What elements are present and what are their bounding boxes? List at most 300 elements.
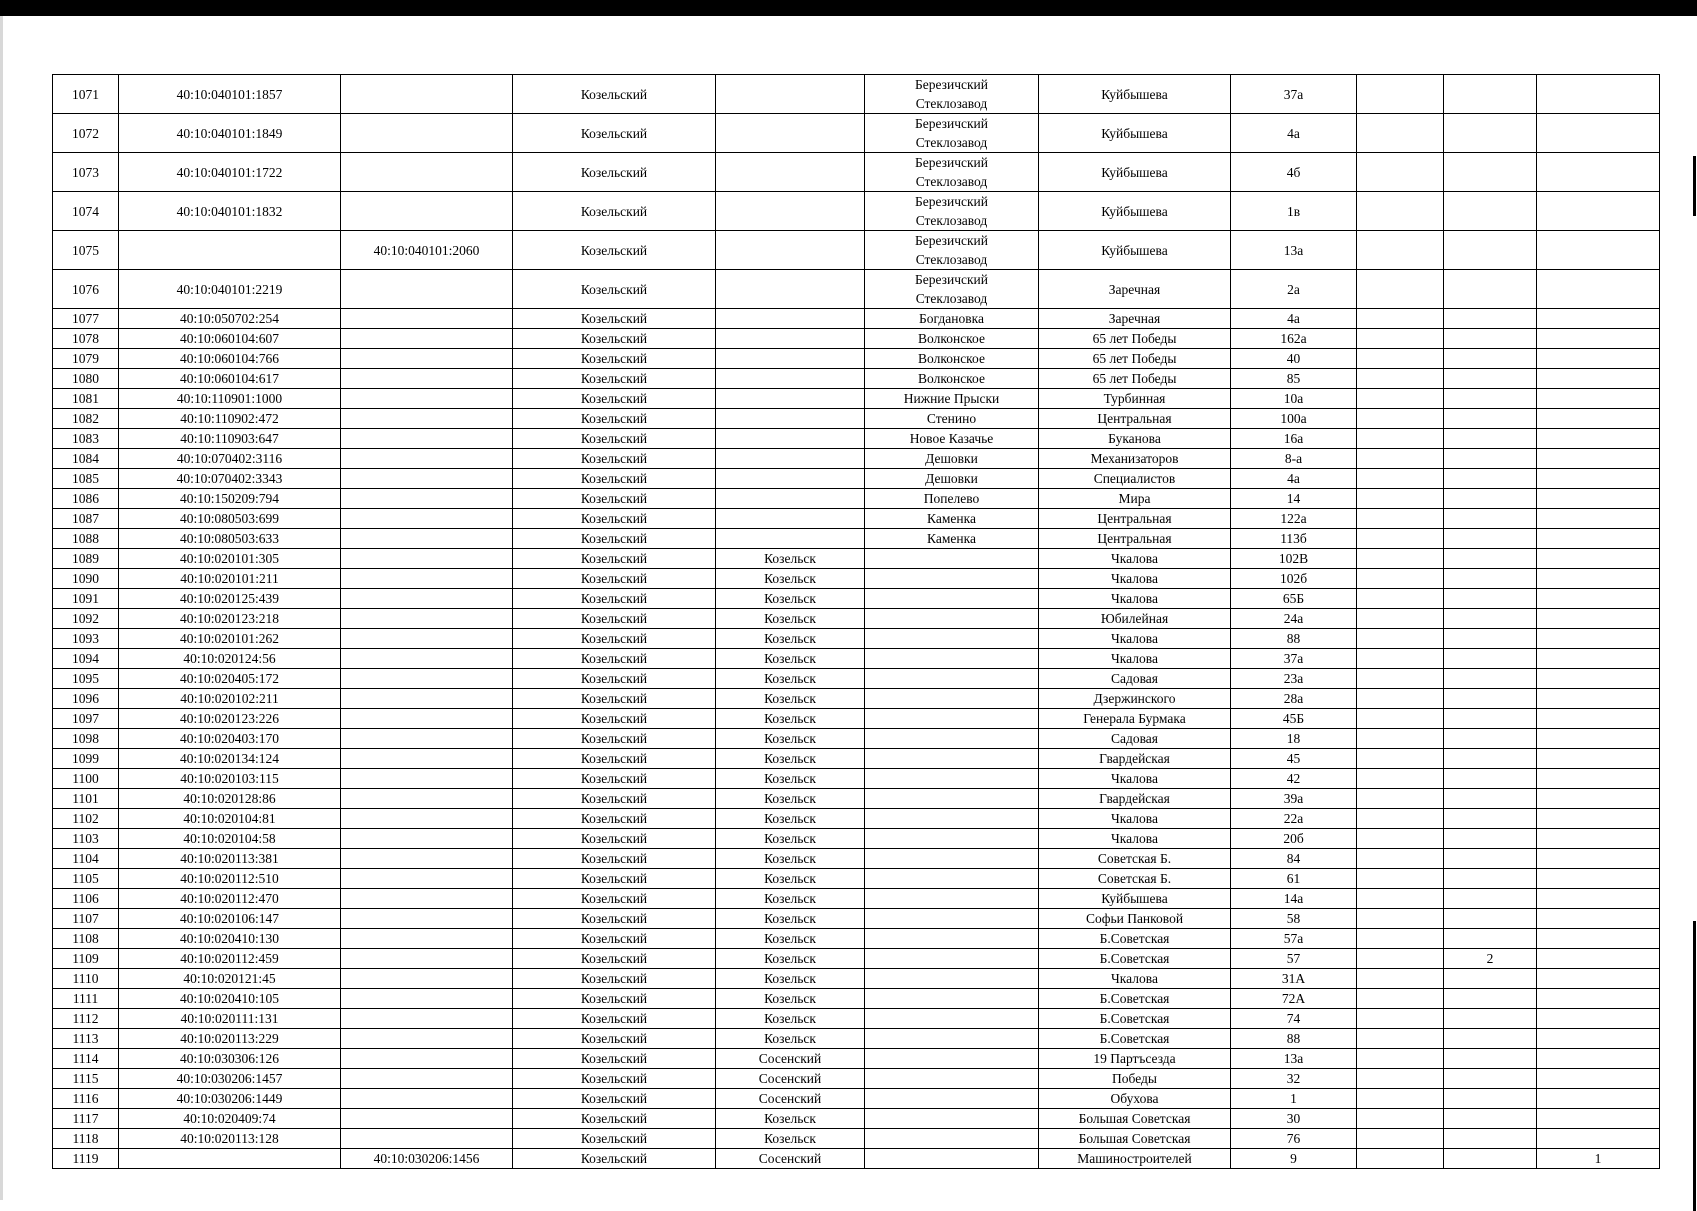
table-row (53, 669, 1660, 689)
extra-cell-12 (1537, 889, 1660, 909)
house-number-cell: 100а (1231, 409, 1357, 429)
row-number-cell: 1083 (53, 429, 119, 449)
table-body (53, 75, 1660, 1169)
row-number-cell: 1072 (53, 114, 119, 153)
alt-cadastral-number-cell (341, 1049, 513, 1069)
row-number-cell: 1094 (53, 649, 119, 669)
extra-cell-10 (1357, 329, 1444, 349)
district-cell: Козельский (513, 809, 716, 829)
settlement-line-1: Березичский (915, 77, 988, 92)
district-cell: Козельский (513, 1029, 716, 1049)
cadastral-number-cell: 40:10:020113:128 (119, 1129, 341, 1149)
alt-cadastral-number-cell (341, 409, 513, 429)
extra-cell-11 (1444, 231, 1537, 270)
settlement-cell (865, 749, 1039, 769)
extra-cell-10 (1357, 231, 1444, 270)
row-number-cell: 1099 (53, 749, 119, 769)
street-cell: 19 Партъсезда (1039, 1049, 1231, 1069)
house-number-cell: 32 (1231, 1069, 1357, 1089)
alt-cadastral-number-cell (341, 809, 513, 829)
cadastral-number-cell: 40:10:040101:2219 (119, 270, 341, 309)
cadastral-number-cell: 40:10:020112:459 (119, 949, 341, 969)
extra-cell-11 (1444, 769, 1537, 789)
settlement-line-2: Стеклозавод (915, 174, 988, 189)
extra-cell-11 (1444, 929, 1537, 949)
street-cell: Мира (1039, 489, 1231, 509)
cadastral-number-cell (119, 231, 341, 270)
house-number-cell: 10а (1231, 389, 1357, 409)
street-cell: Генерала Бурмака (1039, 709, 1231, 729)
row-number-cell: 1117 (53, 1109, 119, 1129)
table-row (53, 749, 1660, 769)
cadastral-number-cell: 40:10:020112:510 (119, 869, 341, 889)
extra-cell-12 (1537, 1049, 1660, 1069)
extra-cell-12 (1537, 489, 1660, 509)
extra-cell-12 (1537, 153, 1660, 192)
scan-left-edge (0, 16, 3, 1200)
row-number-cell: 1088 (53, 529, 119, 549)
table-row (53, 849, 1660, 869)
extra-cell-12 (1537, 569, 1660, 589)
settlement-cell (865, 1109, 1039, 1129)
city-cell (716, 449, 865, 469)
street-cell: Турбинная (1039, 389, 1231, 409)
table-row (53, 629, 1660, 649)
street-cell: 65 лет Победы (1039, 349, 1231, 369)
extra-cell-11 (1444, 469, 1537, 489)
extra-cell-12 (1537, 309, 1660, 329)
row-number-cell: 1074 (53, 192, 119, 231)
street-cell: Б.Советская (1039, 929, 1231, 949)
city-cell: Сосенский (716, 1049, 865, 1069)
extra-cell-12 (1537, 709, 1660, 729)
extra-cell-11 (1444, 429, 1537, 449)
district-cell: Козельский (513, 949, 716, 969)
district-cell: Козельский (513, 1069, 716, 1089)
city-cell (716, 369, 865, 389)
city-cell (716, 192, 865, 231)
city-cell (716, 409, 865, 429)
settlement-cell (865, 1149, 1039, 1169)
table-row (53, 449, 1660, 469)
table-row (53, 1029, 1660, 1049)
extra-cell-10 (1357, 1049, 1444, 1069)
cadastral-number-cell: 40:10:150209:794 (119, 489, 341, 509)
city-cell (716, 389, 865, 409)
alt-cadastral-number-cell (341, 329, 513, 349)
alt-cadastral-number-cell (341, 429, 513, 449)
street-cell: Дзержинского (1039, 689, 1231, 709)
row-number-cell: 1085 (53, 469, 119, 489)
house-number-cell: 16а (1231, 429, 1357, 449)
extra-cell-10 (1357, 649, 1444, 669)
district-cell: Козельский (513, 849, 716, 869)
street-cell: Чкалова (1039, 809, 1231, 829)
house-number-cell: 84 (1231, 849, 1357, 869)
city-cell: Козельск (716, 989, 865, 1009)
cadastral-number-cell: 40:10:020128:86 (119, 789, 341, 809)
house-number-cell: 102В (1231, 549, 1357, 569)
alt-cadastral-number-cell (341, 909, 513, 929)
district-cell: Козельский (513, 669, 716, 689)
house-number-cell: 1 (1231, 1089, 1357, 1109)
settlement-cell: Волконское (865, 369, 1039, 389)
extra-cell-12 (1537, 689, 1660, 709)
street-cell: Большая Советская (1039, 1129, 1231, 1149)
house-number-cell: 113б (1231, 529, 1357, 549)
district-cell: Козельский (513, 1009, 716, 1029)
extra-cell-10 (1357, 1109, 1444, 1129)
settlement-cell (865, 1029, 1039, 1049)
extra-cell-10 (1357, 1069, 1444, 1089)
extra-cell-10 (1357, 1089, 1444, 1109)
cadastral-number-cell: 40:10:020403:170 (119, 729, 341, 749)
street-cell: Машиностроителей (1039, 1149, 1231, 1169)
house-number-cell: 13а (1231, 231, 1357, 270)
house-number-cell: 42 (1231, 769, 1357, 789)
city-cell: Козельск (716, 609, 865, 629)
extra-cell-10 (1357, 789, 1444, 809)
alt-cadastral-number-cell (341, 949, 513, 969)
street-cell: Чкалова (1039, 649, 1231, 669)
district-cell: Козельский (513, 1149, 716, 1169)
house-number-cell: 18 (1231, 729, 1357, 749)
extra-cell-12 (1537, 409, 1660, 429)
row-number-cell: 1077 (53, 309, 119, 329)
cadastral-number-cell: 40:10:020104:58 (119, 829, 341, 849)
cadastral-number-cell: 40:10:020125:439 (119, 589, 341, 609)
settlement-line-2: Стеклозавод (915, 291, 988, 306)
cadastral-number-cell: 40:10:020410:105 (119, 989, 341, 1009)
row-number-cell: 1110 (53, 969, 119, 989)
house-number-cell: 1в (1231, 192, 1357, 231)
row-number-cell: 1112 (53, 1009, 119, 1029)
cadastral-number-cell: 40:10:020123:226 (119, 709, 341, 729)
street-cell: Садовая (1039, 669, 1231, 689)
alt-cadastral-number-cell (341, 609, 513, 629)
city-cell (716, 469, 865, 489)
settlement-cell (865, 114, 1039, 153)
extra-cell-12 (1537, 989, 1660, 1009)
row-number-cell: 1106 (53, 889, 119, 909)
alt-cadastral-number-cell (341, 1069, 513, 1089)
house-number-cell: 14а (1231, 889, 1357, 909)
alt-cadastral-number-cell (341, 509, 513, 529)
cadastral-number-cell: 40:10:110903:647 (119, 429, 341, 449)
settlement-cell: Стенино (865, 409, 1039, 429)
extra-cell-11 (1444, 889, 1537, 909)
extra-cell-12 (1537, 1089, 1660, 1109)
alt-cadastral-number-cell (341, 389, 513, 409)
table-row (53, 429, 1660, 449)
row-number-cell: 1100 (53, 769, 119, 789)
extra-cell-12 (1537, 649, 1660, 669)
street-cell: Куйбышева (1039, 75, 1231, 114)
extra-cell-11 (1444, 449, 1537, 469)
row-number-cell: 1080 (53, 369, 119, 389)
district-cell: Козельский (513, 989, 716, 1009)
alt-cadastral-number-cell (341, 929, 513, 949)
district-cell: Козельский (513, 969, 716, 989)
cadastral-number-cell: 40:10:040101:1832 (119, 192, 341, 231)
extra-cell-11 (1444, 1029, 1537, 1049)
extra-cell-11 (1444, 869, 1537, 889)
extra-cell-10 (1357, 509, 1444, 529)
city-cell: Козельск (716, 569, 865, 589)
cadastral-number-cell: 40:10:070402:3343 (119, 469, 341, 489)
alt-cadastral-number-cell (341, 1109, 513, 1129)
extra-cell-12 (1537, 114, 1660, 153)
city-cell (716, 75, 865, 114)
settlement-cell (865, 769, 1039, 789)
table-row (53, 469, 1660, 489)
extra-cell-10 (1357, 749, 1444, 769)
city-cell: Козельск (716, 789, 865, 809)
cadastral-number-cell: 40:10:020103:115 (119, 769, 341, 789)
alt-cadastral-number-cell (341, 469, 513, 489)
city-cell: Козельск (716, 689, 865, 709)
row-number-cell: 1114 (53, 1049, 119, 1069)
extra-cell-12: 1 (1537, 1149, 1660, 1169)
cadastral-number-cell: 40:10:020113:229 (119, 1029, 341, 1049)
extra-cell-12 (1537, 809, 1660, 829)
city-cell: Козельск (716, 709, 865, 729)
table-row (53, 769, 1660, 789)
settlement-line-2: Стеклозавод (915, 252, 988, 267)
city-cell: Козельск (716, 629, 865, 649)
city-cell: Козельск (716, 589, 865, 609)
house-number-cell: 37а (1231, 649, 1357, 669)
district-cell: Козельский (513, 429, 716, 449)
scan-edge-mark (1693, 156, 1696, 216)
district-cell: Козельский (513, 509, 716, 529)
settlement-cell: Каменка (865, 529, 1039, 549)
house-number-cell: 57 (1231, 949, 1357, 969)
property-register-table (52, 74, 1660, 1169)
district-cell: Козельский (513, 629, 716, 649)
table-row (53, 789, 1660, 809)
extra-cell-10 (1357, 669, 1444, 689)
district-cell: Козельский (513, 689, 716, 709)
house-number-cell: 88 (1231, 629, 1357, 649)
street-cell: Победы (1039, 1069, 1231, 1089)
cadastral-number-cell: 40:10:020405:172 (119, 669, 341, 689)
house-number-cell: 4а (1231, 114, 1357, 153)
extra-cell-10 (1357, 969, 1444, 989)
cadastral-number-cell: 40:10:020121:45 (119, 969, 341, 989)
street-cell: Чкалова (1039, 549, 1231, 569)
extra-cell-10 (1357, 589, 1444, 609)
house-number-cell: 9 (1231, 1149, 1357, 1169)
alt-cadastral-number-cell (341, 309, 513, 329)
city-cell: Сосенский (716, 1149, 865, 1169)
table-row (53, 889, 1660, 909)
extra-cell-12 (1537, 829, 1660, 849)
row-number-cell: 1105 (53, 869, 119, 889)
cadastral-number-cell: 40:10:020134:124 (119, 749, 341, 769)
city-cell: Козельск (716, 1129, 865, 1149)
house-number-cell: 88 (1231, 1029, 1357, 1049)
district-cell: Козельский (513, 749, 716, 769)
house-number-cell: 2а (1231, 270, 1357, 309)
house-number-cell: 4б (1231, 153, 1357, 192)
alt-cadastral-number-cell: 40:10:040101:2060 (341, 231, 513, 270)
city-cell: Козельск (716, 1109, 865, 1129)
extra-cell-11: 2 (1444, 949, 1537, 969)
settlement-line-1: Березичский (915, 233, 988, 248)
cadastral-number-cell: 40:10:020410:130 (119, 929, 341, 949)
extra-cell-10 (1357, 529, 1444, 549)
row-number-cell: 1078 (53, 329, 119, 349)
scan-right-edge (1683, 16, 1697, 1200)
extra-cell-11 (1444, 270, 1537, 309)
city-cell: Козельск (716, 829, 865, 849)
row-number-cell: 1079 (53, 349, 119, 369)
extra-cell-12 (1537, 629, 1660, 649)
house-number-cell: 58 (1231, 909, 1357, 929)
table-row (53, 1149, 1660, 1169)
settlement-cell (865, 689, 1039, 709)
district-cell: Козельский (513, 709, 716, 729)
extra-cell-11 (1444, 849, 1537, 869)
extra-cell-11 (1444, 309, 1537, 329)
extra-cell-11 (1444, 1069, 1537, 1089)
city-cell: Сосенский (716, 1089, 865, 1109)
settlement-line-2: Стеклозавод (915, 135, 988, 150)
street-cell: Чкалова (1039, 769, 1231, 789)
district-cell: Козельский (513, 231, 716, 270)
extra-cell-10 (1357, 389, 1444, 409)
alt-cadastral-number-cell (341, 709, 513, 729)
extra-cell-10 (1357, 769, 1444, 789)
table-row (53, 489, 1660, 509)
extra-cell-12 (1537, 1109, 1660, 1129)
settlement-cell (865, 569, 1039, 589)
extra-cell-10 (1357, 409, 1444, 429)
city-cell (716, 270, 865, 309)
row-number-cell: 1108 (53, 929, 119, 949)
extra-cell-10 (1357, 192, 1444, 231)
settlement-cell: Волконское (865, 349, 1039, 369)
city-cell: Козельск (716, 949, 865, 969)
district-cell: Козельский (513, 409, 716, 429)
city-cell (716, 329, 865, 349)
settlement-cell: Дешовки (865, 469, 1039, 489)
table-row (53, 75, 1660, 114)
city-cell: Козельск (716, 849, 865, 869)
district-cell: Козельский (513, 549, 716, 569)
extra-cell-11 (1444, 349, 1537, 369)
district-cell: Козельский (513, 1129, 716, 1149)
cadastral-number-cell: 40:10:040101:1849 (119, 114, 341, 153)
street-cell: Б.Советская (1039, 989, 1231, 1009)
extra-cell-11 (1444, 489, 1537, 509)
extra-cell-12 (1537, 589, 1660, 609)
extra-cell-10 (1357, 270, 1444, 309)
extra-cell-11 (1444, 409, 1537, 429)
settlement-cell: Богдановка (865, 309, 1039, 329)
house-number-cell: 76 (1231, 1129, 1357, 1149)
alt-cadastral-number-cell (341, 589, 513, 609)
row-number-cell: 1109 (53, 949, 119, 969)
table-row (53, 1069, 1660, 1089)
row-number-cell: 1081 (53, 389, 119, 409)
street-cell: Б.Советская (1039, 1029, 1231, 1049)
district-cell: Козельский (513, 929, 716, 949)
row-number-cell: 1076 (53, 270, 119, 309)
house-number-cell: 85 (1231, 369, 1357, 389)
extra-cell-11 (1444, 669, 1537, 689)
settlement-cell (865, 192, 1039, 231)
row-number-cell: 1086 (53, 489, 119, 509)
table-row (53, 509, 1660, 529)
settlement-cell (865, 849, 1039, 869)
settlement-cell: Каменка (865, 509, 1039, 529)
row-number-cell: 1095 (53, 669, 119, 689)
district-cell: Козельский (513, 1109, 716, 1129)
extra-cell-12 (1537, 1129, 1660, 1149)
settlement-cell: Новое Казачье (865, 429, 1039, 449)
settlement-cell (865, 969, 1039, 989)
city-cell (716, 429, 865, 449)
row-number-cell: 1102 (53, 809, 119, 829)
extra-cell-10 (1357, 989, 1444, 1009)
row-number-cell: 1075 (53, 231, 119, 270)
row-number-cell: 1111 (53, 989, 119, 1009)
district-cell: Козельский (513, 769, 716, 789)
table-row (53, 869, 1660, 889)
extra-cell-10 (1357, 849, 1444, 869)
extra-cell-12 (1537, 270, 1660, 309)
extra-cell-10 (1357, 429, 1444, 449)
extra-cell-10 (1357, 569, 1444, 589)
street-cell: 65 лет Победы (1039, 329, 1231, 349)
cadastral-number-cell: 40:10:110901:1000 (119, 389, 341, 409)
street-cell: Гвардейская (1039, 749, 1231, 769)
extra-cell-11 (1444, 1089, 1537, 1109)
alt-cadastral-number-cell (341, 769, 513, 789)
row-number-cell: 1087 (53, 509, 119, 529)
district-cell: Козельский (513, 469, 716, 489)
settlement-cell (865, 669, 1039, 689)
extra-cell-12 (1537, 192, 1660, 231)
row-number-cell: 1107 (53, 909, 119, 929)
cadastral-number-cell: 40:10:060104:617 (119, 369, 341, 389)
extra-cell-11 (1444, 569, 1537, 589)
table-row (53, 649, 1660, 669)
extra-cell-11 (1444, 192, 1537, 231)
house-number-cell: 122а (1231, 509, 1357, 529)
alt-cadastral-number-cell (341, 449, 513, 469)
district-cell: Козельский (513, 909, 716, 929)
table-row (53, 329, 1660, 349)
extra-cell-10 (1357, 309, 1444, 329)
extra-cell-12 (1537, 729, 1660, 749)
district-cell: Козельский (513, 449, 716, 469)
house-number-cell: 28а (1231, 689, 1357, 709)
city-cell: Козельск (716, 1009, 865, 1029)
table-row (53, 153, 1660, 192)
alt-cadastral-number-cell (341, 629, 513, 649)
alt-cadastral-number-cell (341, 1089, 513, 1109)
house-number-cell: 162а (1231, 329, 1357, 349)
cadastral-number-cell: 40:10:030206:1457 (119, 1069, 341, 1089)
street-cell: Б.Советская (1039, 1009, 1231, 1029)
extra-cell-12 (1537, 669, 1660, 689)
city-cell (716, 509, 865, 529)
table-row (53, 529, 1660, 549)
settlement-cell (865, 609, 1039, 629)
